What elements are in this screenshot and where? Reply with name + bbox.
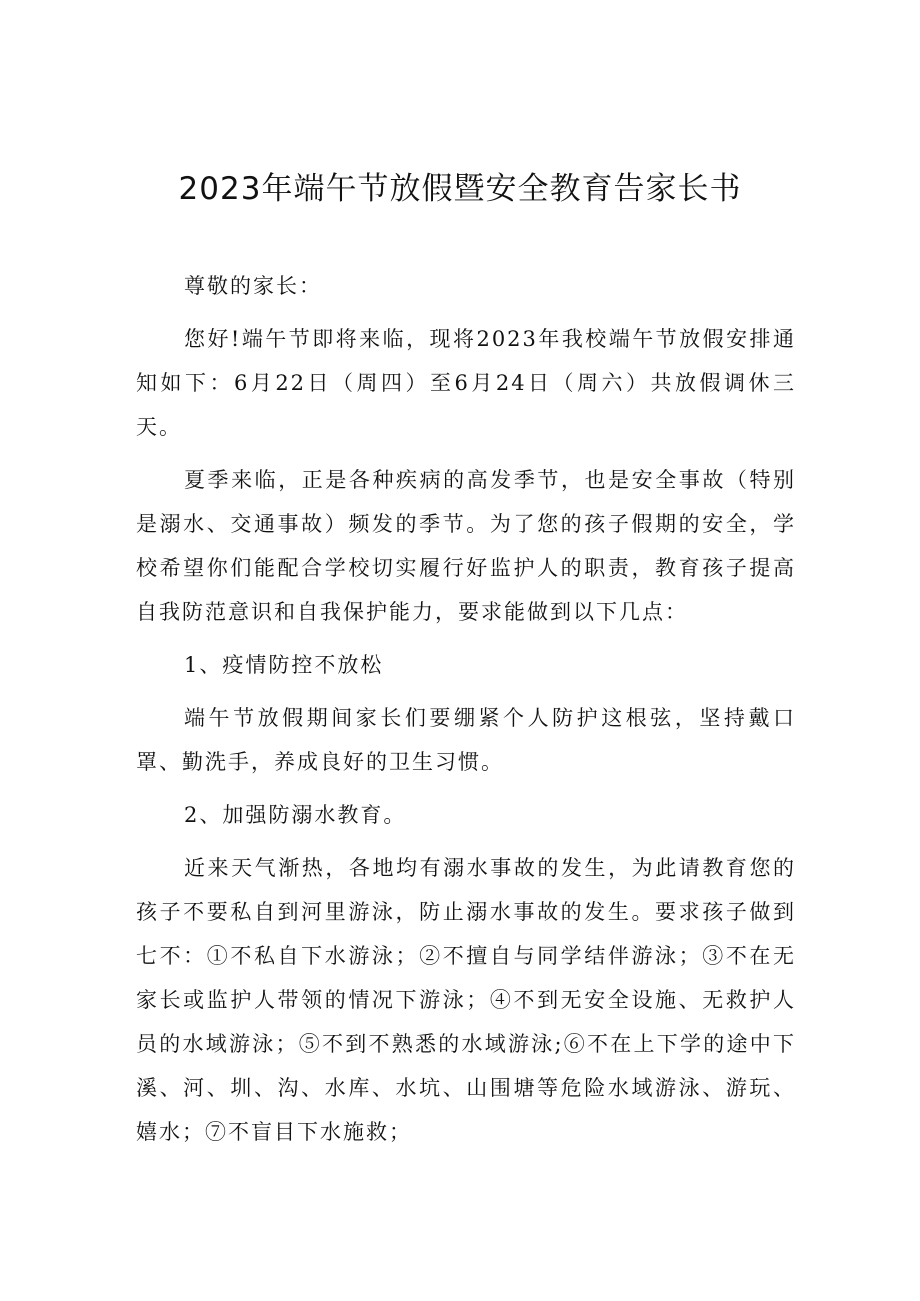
salutation: 尊敬的家长：	[184, 274, 322, 298]
document-title: 2023年端午节放假暨安全教育告家长书	[178, 171, 742, 207]
paragraph-holiday-notice: 您好!端午节即将来临，现将2023年我校端午节放假安排通知如下：6月22日（周四）至6月24日（周六）共放假调休三天。	[136, 327, 796, 439]
paragraph-epidemic: 端午节放假期间家长们要绷紧个人防护这根弦，坚持戴口罩、勤洗手，养成良好的卫生习惯。	[136, 706, 796, 774]
document-body	[136, 264, 796, 1163]
paragraph-drowning: 近来天气渐热，各地均有溺水事故的发生，为此请教育您的孩子不要私自到河里游泳，防止溺水事故的发生。要求孩子做到七不：①不私自下水游泳；②不擅自与同学结伴游泳；③不在无家长或监护人带领的情况下游泳；④不到无安全设施、无救护人员的水域游泳；⑤不到不熟悉的水域游泳;⑥不在上下学的途中下溪、河、圳、沟、水库、水坑、山围塘等危险水域游泳、游玩、嬉水；⑦不盲目下水施救；	[136, 856, 796, 1144]
section-heading-epidemic: 1、疫情防控不放松	[184, 653, 384, 677]
section-heading-drowning: 2、加强防溺水教育。	[184, 803, 407, 827]
paragraph-summer-safety: 夏季来临，正是各种疾病的高发季节，也是安全事故（特别是溺水、交通事故）频发的季节。为了您的孩子假期的安全，学校希望你们能配合学校切实履行好监护人的职责，教育孩子提高自我防范意识和自我保护能力，要求能做到以下几点：	[136, 468, 796, 624]
